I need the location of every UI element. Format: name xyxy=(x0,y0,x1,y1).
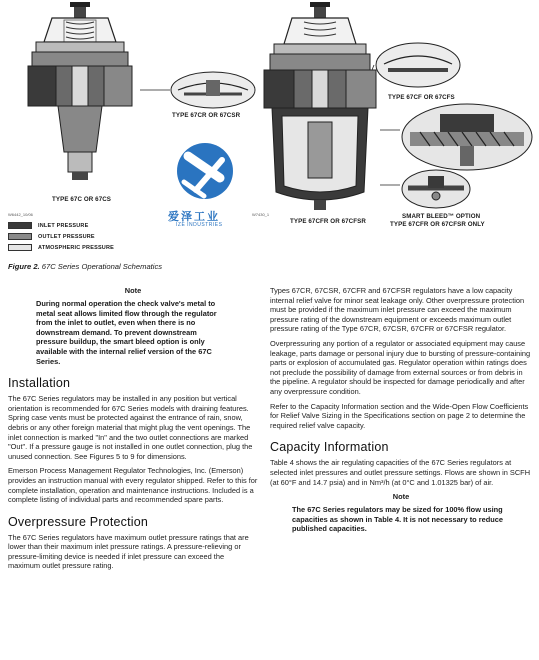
watermark-subtext: IZE INDUSTRIES xyxy=(176,222,223,228)
capacity-heading: Capacity Information xyxy=(270,440,389,455)
label-type-67cf: TYPE 67CF OR 67CFS xyxy=(388,94,455,101)
watermark-text: 爱泽工业 xyxy=(168,211,220,223)
installation-heading: Installation xyxy=(8,376,71,391)
label-smart-bleed-sub: TYPE 67CFR OR 67CFSR ONLY xyxy=(390,221,485,228)
right-column xyxy=(270,286,532,534)
pressure-legend xyxy=(8,220,114,253)
relief-paragraph-2: Overpressuring any portion of a regulator or associated equipment may cause leakage, parts damage or personal injury due to bursting of pressure-containing parts or explosion of accumulated gas. Regulator operation within ratings does not preclude the possibility of damage from external sources or from debris in the pipeline. A regulator should be inspected for damage periodically and after any overpressure condition. xyxy=(270,338,531,396)
watermark-logo-icon xyxy=(160,138,250,204)
legend-outlet xyxy=(8,231,114,242)
legend-inlet xyxy=(8,220,114,231)
legend-label-outlet: OUTLET PRESSURE xyxy=(38,233,95,240)
overpressure-paragraph-1: The 67C Series regulators have maximum outlet pressure ratings that are lower than their maximum inlet pressure ratings. A pressure-relieving or pressure-limiting device is needed if inlet pressure can exceed the maximum outlet pressure rating. xyxy=(8,532,249,571)
figure-code-right: W7430_1 xyxy=(252,212,270,217)
figure-code-left: W6442_10/06 xyxy=(8,212,33,217)
relief-paragraph-3: Refer to the Capacity Information section and the Wide-Open Flow Coefficients for Relief Valve Sizing in the Specifications section on page 2 to determine the required relief valve capacity. xyxy=(270,401,529,430)
label-type-67cr: TYPE 67CR OR 67CSR xyxy=(172,112,241,119)
note-title-left: Note xyxy=(124,286,142,295)
legend-swatch-inlet xyxy=(8,222,32,229)
figure-caption xyxy=(8,262,162,271)
relief-paragraph-1: Types 67CR, 67CSR, 67CFR and 67CFSR regulators have a low capacity internal relief valve for minor seat leakage only. Other overpressure protection must be provided if the maximum inlet pressure can exceed the maximum pressure rating of the downstream equipment or exceeds maximum outlet pressure rating of the Type 67CR, 67CSR, 67CFR or 67CFSR regulator. xyxy=(270,286,525,334)
legend-swatch-outlet xyxy=(8,233,32,240)
installation-paragraph-1: The 67C Series regulators may be installed in any position but vertical orientation is recommended for 67C Series models with draining features. Spring case vents must be protected against the entrance of rain, snow, debris or any other foreign material that might plug the vent openings. The inlet connection is marked "In" and the two outlet connections are marked "Out". If a pressure gauge is not installed in one outlet connection, plug the unused connection. See Figures 5 to 9 for dimensions. xyxy=(8,394,253,461)
note-body-right: The 67C Series regulators may be sized for 100% flow using capacities as shown in Table 4. It is not necessary to reduce published capacities. xyxy=(292,505,503,534)
label-smart-bleed: SMART BLEED™ OPTION xyxy=(402,213,481,220)
legend-atmospheric xyxy=(8,242,114,253)
label-type-67c: TYPE 67C OR 67CS xyxy=(52,196,112,203)
figure-caption-prefix: Figure 2. xyxy=(8,262,40,271)
legend-label-inlet: INLET PRESSURE xyxy=(38,222,89,229)
overpressure-heading: Overpressure Protection xyxy=(8,514,149,529)
installation-paragraph-2: Emerson Process Management Regulator Technologies, Inc. (Emerson) provides an instruction manual with every regulator shipped. Refer to this for complete installation, operation and maintenance instructions. Included is a complete listing of individual parts and recommended spare parts. xyxy=(8,466,258,505)
label-type-67cfr: TYPE 67CFR OR 67CFSR xyxy=(290,218,366,225)
legend-swatch-atmospheric xyxy=(8,244,32,251)
left-column xyxy=(8,286,258,576)
figure-caption-text: 67C Series Operational Schematics xyxy=(39,262,163,271)
capacity-paragraph-1: Table 4 shows the air regulating capacities of the 67C Series regulators at selected inlet pressures and outlet pressure settings. Flows are shown in SCFH (at 60°F and 14.7 psia) and in Nm³/h (at 0°C and 1.01325 bar) of air. xyxy=(270,458,531,487)
note-body-left: During normal operation the check valve's metal to metal seat allows limited flow through the regulator from the inlet to outlet, even when there is no downstream demand. To prevent downstream pressure buildup, the smart bleed option is only available with the internal relief version of the 67C Series. xyxy=(36,299,217,366)
schematics-figure xyxy=(0,0,539,258)
legend-label-atmospheric: ATMOSPHERIC PRESSURE xyxy=(38,244,115,251)
note-title-right: Note xyxy=(392,492,410,502)
